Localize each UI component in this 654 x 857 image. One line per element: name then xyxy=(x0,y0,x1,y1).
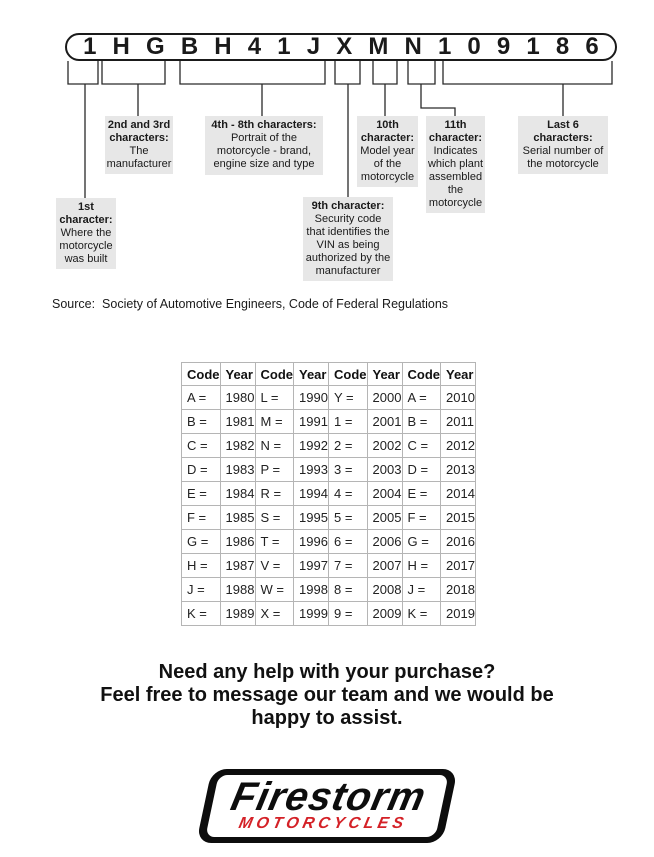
vin-char: 1 xyxy=(526,33,540,60)
help-line-2: Feel free to message our team and we would be xyxy=(100,684,554,706)
year-cell: 2005 xyxy=(367,506,402,530)
code-cell: K = xyxy=(182,602,221,626)
code-cell: M = xyxy=(255,410,294,434)
year-cell: 2009 xyxy=(367,602,402,626)
code-cell: T = xyxy=(255,530,294,554)
year-table-header-row xyxy=(182,363,476,386)
year-table-row xyxy=(182,410,476,434)
year-cell: 1983 xyxy=(220,458,255,482)
code-cell: B = xyxy=(182,410,221,434)
bracket-1st xyxy=(68,61,98,84)
year-cell: 2017 xyxy=(441,554,476,578)
code-cell: J = xyxy=(182,578,221,602)
code-cell: C = xyxy=(182,434,221,458)
year-cell: 1995 xyxy=(294,506,329,530)
vin-char: 4 xyxy=(247,33,262,60)
vin-char: B xyxy=(180,33,199,60)
year-cell: 1980 xyxy=(220,386,255,410)
year-cell: 1988 xyxy=(220,578,255,602)
logo-brand-name: Firestorm xyxy=(227,775,431,819)
logo-subtitle: MOTORCYCLES xyxy=(237,815,410,832)
code-cell: G = xyxy=(402,530,441,554)
year-table-row xyxy=(182,578,476,602)
year-table-row xyxy=(182,434,476,458)
help-line-1: Need any help with your purchase? xyxy=(158,661,496,683)
year-cell: 2012 xyxy=(441,434,476,458)
year-cell: 1984 xyxy=(220,482,255,506)
code-cell: 5 = xyxy=(329,506,368,530)
callout-title: 4th - 8th characters: xyxy=(211,119,317,131)
callout-title: 1st character: xyxy=(59,201,113,226)
year-table-header: Code xyxy=(182,363,221,386)
year-table-row xyxy=(182,602,476,626)
year-cell: 1989 xyxy=(220,602,255,626)
year-cell: 2006 xyxy=(367,530,402,554)
code-cell: P = xyxy=(255,458,294,482)
year-cell: 2016 xyxy=(441,530,476,554)
callout-title: 10th character: xyxy=(360,119,415,144)
year-cell: 1993 xyxy=(294,458,329,482)
logo-panel xyxy=(206,775,449,837)
vin-char: 6 xyxy=(585,33,599,60)
code-cell: E = xyxy=(182,482,221,506)
help-message xyxy=(0,661,654,730)
vin-char: 1 xyxy=(83,33,97,60)
callout-10th-character xyxy=(357,116,418,187)
callout-4th-8th-characters xyxy=(205,116,323,175)
year-cell: 2010 xyxy=(441,386,476,410)
year-cell: 2015 xyxy=(441,506,476,530)
code-cell: V = xyxy=(255,554,294,578)
year-table-header: Code xyxy=(329,363,368,386)
year-cell: 1996 xyxy=(294,530,329,554)
year-table xyxy=(181,362,476,626)
year-table-row xyxy=(182,482,476,506)
vin-char: 1 xyxy=(437,33,452,60)
code-cell: F = xyxy=(182,506,221,530)
code-cell: L = xyxy=(255,386,294,410)
code-cell: R = xyxy=(255,482,294,506)
code-cell: C = xyxy=(402,434,441,458)
year-table-row xyxy=(182,458,476,482)
year-table-header: Year xyxy=(294,363,329,386)
year-cell: 2007 xyxy=(367,554,402,578)
year-cell: 2011 xyxy=(441,410,476,434)
bracket-4-8 xyxy=(180,61,325,84)
vin-char: M xyxy=(368,33,389,60)
vin-char: X xyxy=(336,33,353,60)
year-table-header: Code xyxy=(255,363,294,386)
code-cell: 7 = xyxy=(329,554,368,578)
bracket-11th xyxy=(408,61,435,84)
code-cell: 3 = xyxy=(329,458,368,482)
year-cell: 1999 xyxy=(294,602,329,626)
year-cell: 2000 xyxy=(367,386,402,410)
year-cell: 1987 xyxy=(220,554,255,578)
year-table-row xyxy=(182,386,476,410)
vin-char: H xyxy=(214,33,232,60)
vin-char: N xyxy=(404,33,422,60)
year-cell: 1991 xyxy=(294,410,329,434)
code-cell: 2 = xyxy=(329,434,368,458)
vin-char: H xyxy=(112,33,130,60)
year-table-header: Year xyxy=(441,363,476,386)
year-cell: 1986 xyxy=(220,530,255,554)
year-table-header: Year xyxy=(367,363,402,386)
year-cell: 2004 xyxy=(367,482,402,506)
help-line-3: happy to assist. xyxy=(251,707,403,729)
year-table-header: Year xyxy=(220,363,255,386)
year-cell: 2019 xyxy=(441,602,476,626)
year-cell: 2002 xyxy=(367,434,402,458)
callout-2nd-3rd-characters xyxy=(105,116,173,174)
bracket-10th xyxy=(373,61,397,84)
vin-char: 1 xyxy=(277,33,291,60)
vin-char: 0 xyxy=(467,33,481,60)
code-cell: 9 = xyxy=(329,602,368,626)
year-cell: 1985 xyxy=(220,506,255,530)
vin-char: 8 xyxy=(555,33,570,60)
bracket-last6 xyxy=(443,61,612,84)
callout-body: Serial number of the motorcycle xyxy=(522,145,604,170)
year-cell: 1992 xyxy=(294,434,329,458)
code-cell: W = xyxy=(255,578,294,602)
callout-9th-character xyxy=(303,197,393,281)
callout-title: 2nd and 3rd characters: xyxy=(107,119,171,144)
year-cell: 2018 xyxy=(441,578,476,602)
callout-title: Last 6 characters: xyxy=(533,119,593,144)
code-cell: K = xyxy=(402,602,441,626)
code-cell: E = xyxy=(402,482,441,506)
year-cell: 2013 xyxy=(441,458,476,482)
code-cell: 6 = xyxy=(329,530,368,554)
code-cell: 1 = xyxy=(329,410,368,434)
year-cell: 1998 xyxy=(294,578,329,602)
code-cell: G = xyxy=(182,530,221,554)
callout-title: 11th character: xyxy=(428,119,483,144)
callout-body: Where the motorcycle was built xyxy=(59,227,113,265)
year-table-row xyxy=(182,554,476,578)
brand-logo xyxy=(0,770,654,842)
callout-title: 9th character: xyxy=(311,200,385,212)
code-cell: A = xyxy=(402,386,441,410)
callout-1st-character xyxy=(56,198,116,269)
code-cell: N = xyxy=(255,434,294,458)
year-cell: 1997 xyxy=(294,554,329,578)
year-cell: 2014 xyxy=(441,482,476,506)
bracket-2-3 xyxy=(102,61,165,84)
code-cell: F = xyxy=(402,506,441,530)
callout-body: Portrait of the motorcycle - brand, engine size and type xyxy=(213,132,315,170)
vin-char: 9 xyxy=(496,33,511,60)
callout-last6-characters xyxy=(518,116,608,174)
callout-body: Security code that identifies the VIN as being authorized by the manufacturer xyxy=(305,213,391,277)
code-cell: S = xyxy=(255,506,294,530)
code-cell: J = xyxy=(402,578,441,602)
code-cell: X = xyxy=(255,602,294,626)
code-cell: H = xyxy=(402,554,441,578)
code-cell: Y = xyxy=(329,386,368,410)
year-table-header: Code xyxy=(402,363,441,386)
code-cell: 8 = xyxy=(329,578,368,602)
year-cell: 2008 xyxy=(367,578,402,602)
year-cell: 1990 xyxy=(294,386,329,410)
code-cell: D = xyxy=(182,458,221,482)
code-cell: D = xyxy=(402,458,441,482)
year-cell: 1982 xyxy=(220,434,255,458)
year-table-row xyxy=(182,530,476,554)
code-cell: H = xyxy=(182,554,221,578)
vin-char: J xyxy=(306,33,321,60)
year-cell: 2001 xyxy=(367,410,402,434)
callout-body: Indicates which plant assembled the motorcycle xyxy=(427,145,484,209)
line-11th xyxy=(421,84,455,116)
callout-body: The manufacturer xyxy=(106,145,172,170)
logo-slab xyxy=(198,770,457,842)
callout-body: Model year of the motorcycle xyxy=(360,145,415,183)
code-cell: B = xyxy=(402,410,441,434)
callout-11th-character xyxy=(426,116,485,213)
year-cell: 1981 xyxy=(220,410,255,434)
code-cell: 4 = xyxy=(329,482,368,506)
year-cell: 1994 xyxy=(294,482,329,506)
vin-char: G xyxy=(146,33,165,60)
bracket-9th xyxy=(335,61,360,84)
year-table-row xyxy=(182,506,476,530)
code-cell: A = xyxy=(182,386,221,410)
source-line: Source: Society of Automotive Engineers, Code of Federal Regulations xyxy=(52,297,449,311)
year-cell: 2003 xyxy=(367,458,402,482)
